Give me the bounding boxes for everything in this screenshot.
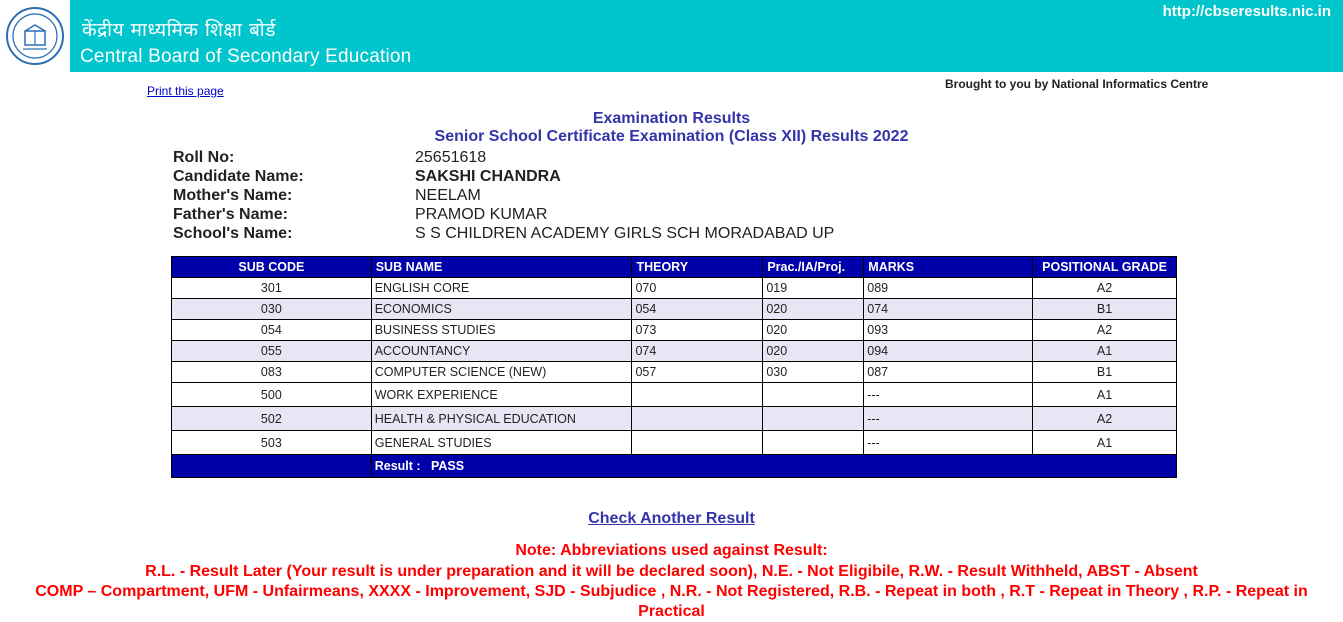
grade-cell: A1 (1033, 383, 1177, 407)
mother-name-value: NEELAM (415, 187, 481, 204)
sub-code-cell: 054 (172, 320, 372, 341)
grade-cell: A2 (1033, 278, 1177, 299)
header-positional-grade: POSITIONAL GRADE (1033, 257, 1177, 278)
note-line-2: COMP – Compartment, UFM - Unfairmeans, XXXX - Improvement, SJD - Subjudice , N.R. - Not Registered, R.B. - Repeat in both , R.T - Repeat in Theory , R.P. - Repeat in (35, 583, 1308, 600)
result-cell (371, 455, 1176, 478)
grade-cell: A2 (1033, 320, 1177, 341)
sub-code-cell: 083 (172, 362, 372, 383)
roll-no-value: 25651618 (415, 149, 487, 166)
note-line-1: R.L. - Result Later (Your result is under preparation and it will be declared soon), N.E. - Not Eligibile, R.W. - Result Withheld, ABST - Absent (145, 563, 1198, 580)
table-row (172, 407, 1177, 431)
table-row (172, 320, 1177, 341)
sub-code-cell: 301 (172, 278, 372, 299)
table-row (172, 278, 1177, 299)
sub-code-cell: 030 (172, 299, 372, 320)
practical-cell: 020 (763, 341, 864, 362)
sub-name-cell: ENGLISH CORE (371, 278, 632, 299)
marks-cell: 094 (864, 341, 1033, 362)
theory-cell: 070 (632, 278, 763, 299)
check-another-result-link[interactable]: Check Another Result (588, 510, 755, 527)
practical-cell (763, 431, 864, 455)
grade-cell: A1 (1033, 341, 1177, 362)
grade-cell: B1 (1033, 362, 1177, 383)
marks-cell: --- (864, 407, 1033, 431)
marks-cell: --- (864, 383, 1033, 407)
practical-cell (763, 407, 864, 431)
sub-name-cell: GENERAL STUDIES (371, 431, 632, 455)
marks-cell: 093 (864, 320, 1033, 341)
header-sub-name: SUB NAME (371, 257, 632, 278)
page-title: Examination Results (592, 110, 751, 127)
result-label: Result : (374, 459, 421, 473)
header-theory: THEORY (632, 257, 763, 278)
site-url: http://cbseresults.nic.in (1162, 3, 1331, 20)
theory-cell: 073 (632, 320, 763, 341)
sub-name-cell: HEALTH & PHYSICAL EDUCATION (371, 407, 632, 431)
sub-code-cell: 502 (172, 407, 372, 431)
theory-cell: 054 (632, 299, 763, 320)
theory-cell (632, 407, 763, 431)
site-header (0, 0, 1343, 72)
sub-code-cell: 055 (172, 341, 372, 362)
sub-name-cell: ACCOUNTANCY (371, 341, 632, 362)
note-heading: Note: Abbreviations used against Result: (515, 542, 828, 559)
print-page-link[interactable]: Print this page (147, 84, 224, 98)
roll-no-label: Roll No: (173, 149, 235, 166)
father-name-value: PRAMOD KUMAR (415, 206, 548, 223)
candidate-name-label: Candidate Name: (173, 168, 304, 185)
table-row (172, 431, 1177, 455)
table-header-row (172, 257, 1177, 278)
practical-cell: 030 (763, 362, 864, 383)
brought-by-text: Brought to you by National Informatics Centre (945, 77, 1209, 91)
practical-cell (763, 383, 864, 407)
header-sub-code: SUB CODE (172, 257, 372, 278)
result-empty-cell (172, 455, 372, 478)
sub-name-cell: WORK EXPERIENCE (371, 383, 632, 407)
grade-cell: A2 (1033, 407, 1177, 431)
marks-cell: 089 (864, 278, 1033, 299)
grade-cell: B1 (1033, 299, 1177, 320)
candidate-name-value: SAKSHI CHANDRA (415, 168, 561, 185)
theory-cell: 057 (632, 362, 763, 383)
practical-cell: 020 (763, 320, 864, 341)
marks-table (171, 256, 1177, 478)
theory-cell (632, 383, 763, 407)
page-subtitle: Senior School Certificate Examination (Class XII) Results 2022 (434, 128, 909, 145)
cbse-emblem-icon (5, 5, 65, 67)
sub-name-cell: BUSINESS STUDIES (371, 320, 632, 341)
theory-cell (632, 431, 763, 455)
header-practical: Prac./IA/Proj. (763, 257, 864, 278)
org-name-english: Central Board of Secondary Education (80, 46, 412, 67)
mother-name-label: Mother's Name: (173, 187, 293, 204)
result-value: PASS (430, 459, 465, 473)
sub-name-cell: ECONOMICS (371, 299, 632, 320)
practical-cell: 019 (763, 278, 864, 299)
marks-cell: 087 (864, 362, 1033, 383)
practical-cell: 020 (763, 299, 864, 320)
table-row (172, 362, 1177, 383)
note-line-3: Practical (638, 603, 705, 620)
school-name-label: School's Name: (173, 225, 293, 242)
sub-code-cell: 500 (172, 383, 372, 407)
father-name-label: Father's Name: (173, 206, 288, 223)
cbse-logo (0, 0, 70, 72)
marks-cell: 074 (864, 299, 1033, 320)
result-row (172, 455, 1177, 478)
table-row (172, 383, 1177, 407)
school-name-value: S S CHILDREN ACADEMY GIRLS SCH MORADABAD UP (415, 225, 835, 242)
table-row (172, 299, 1177, 320)
sub-code-cell: 503 (172, 431, 372, 455)
marks-cell: --- (864, 431, 1033, 455)
table-row (172, 341, 1177, 362)
sub-name-cell: COMPUTER SCIENCE (NEW) (371, 362, 632, 383)
org-name-hindi: केंद्रीय माध्यमिक शिक्षा बोर्ड (82, 19, 276, 41)
grade-cell: A1 (1033, 431, 1177, 455)
header-marks: MARKS (864, 257, 1033, 278)
theory-cell: 074 (632, 341, 763, 362)
